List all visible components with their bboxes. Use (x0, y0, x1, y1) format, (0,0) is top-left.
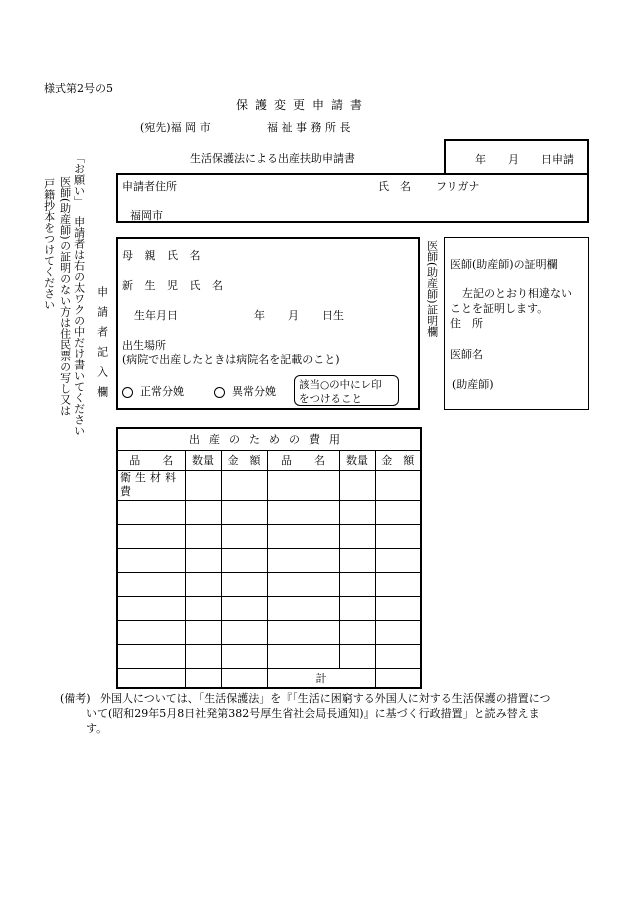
circle-note-2: をつけること (299, 393, 362, 405)
table-cell[interactable] (185, 500, 221, 524)
remarks-text-3: す。 (86, 722, 108, 735)
table-cell[interactable] (375, 524, 421, 548)
table-row (117, 524, 421, 548)
table-row (117, 572, 421, 596)
total-label: 計 (267, 668, 375, 688)
table-cell[interactable] (339, 572, 375, 596)
abnormal-delivery-label: 異常分娩 (232, 385, 276, 398)
table-cell[interactable] (267, 470, 339, 500)
normal-delivery-checkbox[interactable] (122, 387, 133, 398)
table-cell[interactable] (117, 500, 185, 524)
table-cell[interactable] (117, 596, 185, 620)
table-cell[interactable] (185, 644, 221, 668)
addressee: (宛先)福 岡 市 (140, 121, 211, 134)
table-cell[interactable] (267, 524, 339, 548)
column-item-name: 品 名 (117, 450, 185, 470)
table-cell[interactable] (221, 524, 267, 548)
applicant-section-label: 申請者記入欄 (95, 286, 109, 406)
request-title: 生活保護法による出産扶助申請書 (190, 152, 355, 165)
table-cell[interactable] (185, 668, 221, 688)
certificate-address[interactable]: 住 所 (450, 317, 483, 330)
name-label: 氏 名 (378, 180, 411, 193)
table-cell[interactable] (117, 668, 185, 688)
table-cell[interactable] (117, 524, 185, 548)
notice-line-1: 申請者は右の太ワクの中だけ書いてください (72, 216, 86, 436)
remarks-text-1: 外国人については、「生活保護法」を『「生活に困窮する外国人に対する生活保護の措置につ (100, 692, 551, 705)
table-cell[interactable] (185, 572, 221, 596)
table-cell[interactable] (221, 620, 267, 644)
table-cell[interactable] (221, 668, 267, 688)
table-cell[interactable] (375, 548, 421, 572)
table-cell[interactable] (221, 644, 267, 668)
column-quantity: 数量 (185, 450, 221, 470)
normal-delivery-option[interactable] (122, 383, 184, 399)
table-cell[interactable] (117, 548, 185, 572)
table-cell[interactable] (221, 470, 267, 500)
table-cell[interactable] (185, 470, 221, 500)
notice-line-3: 戸籍抄本をつけてください (42, 178, 56, 310)
table-cell[interactable] (185, 620, 221, 644)
table-cell[interactable] (221, 500, 267, 524)
table-cell[interactable] (267, 500, 339, 524)
address-value[interactable]: 福岡市 (130, 209, 163, 222)
table-cell[interactable] (221, 596, 267, 620)
birth-day[interactable]: 日生 (322, 309, 344, 322)
notice-heading: 「お願い」 (72, 152, 86, 207)
table-cell[interactable] (339, 524, 375, 548)
table-cell[interactable] (375, 572, 421, 596)
table-cell[interactable] (267, 548, 339, 572)
birthplace-note: (病院で出産したときは病院名を記載のこと) (122, 353, 340, 366)
table-cell[interactable] (117, 620, 185, 644)
table-cell[interactable] (221, 548, 267, 572)
costs-table-title: 出産のための費用 (117, 428, 421, 450)
table-row (117, 470, 421, 500)
table-cell[interactable] (339, 548, 375, 572)
normal-delivery-label: 正常分娩 (140, 385, 184, 398)
address-label: 申請者住所 (122, 180, 177, 193)
circle-note-1: 該当○の中にレ印 (299, 379, 382, 391)
certificate-side-label: 医師(助産師)証明欄 (425, 240, 439, 337)
remarks-label: (備考) (60, 692, 91, 705)
table-cell[interactable] (117, 644, 185, 668)
table-cell[interactable] (185, 524, 221, 548)
table-cell[interactable] (375, 644, 421, 668)
table-cell[interactable] (267, 596, 339, 620)
table-row (117, 620, 421, 644)
column-amount-2: 金 額 (375, 450, 421, 470)
table-cell[interactable] (185, 596, 221, 620)
form-number: 様式第2号の5 (44, 82, 113, 95)
table-row (117, 596, 421, 620)
column-amount: 金 額 (221, 450, 267, 470)
table-row (117, 500, 421, 524)
newborn-name-label[interactable]: 新 生 児 氏 名 (122, 279, 227, 292)
certificate-midwife: (助産師) (452, 378, 494, 391)
table-cell[interactable] (339, 500, 375, 524)
table-row (117, 644, 421, 668)
birth-year[interactable]: 年 (254, 309, 265, 322)
remarks-text-2: いて(昭和29年5月8日社発第382号厚生省社会局長通知)』に基づく行政措置」と読み替えま (86, 707, 540, 720)
certificate-heading: 医師(助産師)の証明欄 (450, 258, 558, 271)
office-name: 福 祉 事 務 所 長 (267, 121, 351, 134)
total-amount[interactable] (375, 668, 421, 688)
total-row (117, 668, 421, 688)
table-cell[interactable] (375, 596, 421, 620)
birthplace-label[interactable]: 出生場所 (122, 339, 166, 352)
birth-date-label: 生年月日 (134, 309, 178, 322)
application-date[interactable]: 年 月 日申請 (475, 153, 574, 166)
table-cell[interactable] (267, 620, 339, 644)
furigana-label[interactable]: フリガナ (436, 180, 480, 193)
table-cell[interactable] (375, 500, 421, 524)
table-cell[interactable] (221, 572, 267, 596)
first-item-name: 衛生材料費 (117, 470, 185, 500)
certificate-doctor-name[interactable]: 医師名 (450, 348, 483, 361)
costs-table (116, 427, 422, 689)
table-cell[interactable] (339, 644, 375, 668)
abnormal-delivery-checkbox[interactable] (214, 387, 225, 398)
table-cell[interactable] (375, 620, 421, 644)
certificate-statement-2: ことを証明します。 (450, 302, 549, 315)
column-item-name-2: 品 名 (267, 450, 339, 470)
table-cell[interactable] (267, 572, 339, 596)
abnormal-delivery-option[interactable] (214, 383, 276, 399)
form-title: 保護変更申請書 (236, 98, 370, 112)
certificate-statement-1: 左記のとおり相違ない (462, 287, 572, 300)
applicant-box (116, 173, 589, 223)
mother-name-label[interactable]: 母 親 氏 名 (122, 249, 205, 262)
table-cell[interactable] (339, 470, 375, 500)
table-cell[interactable] (117, 572, 185, 596)
table-row (117, 548, 421, 572)
table-cell[interactable] (339, 596, 375, 620)
birth-month[interactable]: 月 (288, 309, 299, 322)
column-quantity-2: 数量 (339, 450, 375, 470)
table-cell[interactable] (267, 644, 339, 668)
table-cell[interactable] (185, 548, 221, 572)
table-cell[interactable] (375, 470, 421, 500)
table-cell[interactable] (339, 620, 375, 644)
notice-line-2: 医師(助産師)の証明のない方は住民票の写し又は (58, 176, 72, 416)
